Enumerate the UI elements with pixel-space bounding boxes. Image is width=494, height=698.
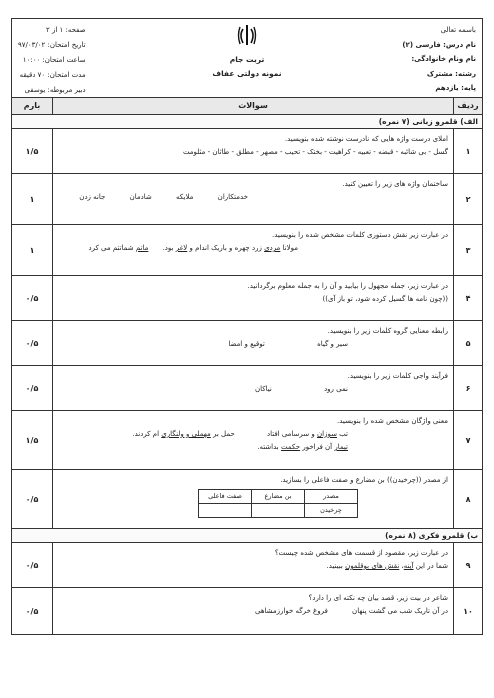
underlined-word: آینه (403, 562, 414, 570)
word-1: خدمتکاران (217, 193, 248, 201)
question-number: ۵ (453, 321, 482, 365)
student-name: نام ونام خانوادگی: (411, 55, 476, 63)
question-row (12, 225, 482, 276)
verb-table (198, 489, 358, 518)
question-row (12, 276, 482, 321)
example-sentence: مولانا مردی زرد چهره و باریک اندام و لاغر بود. ماتم شماتتم می کرد (88, 244, 298, 252)
question-score: ۰/۵ (12, 321, 53, 365)
col-questions: سوالات (238, 101, 268, 110)
question-text: در عبارت زیر، جمله مجهول را بیابید و آن را به جمله معلوم برگردانید. (247, 282, 448, 290)
question-text: در عبارت زیر، مقصود از قسمت های مشخص شده چیست؟ (274, 549, 448, 557)
exam-duration: مدت امتحان: ۷۰ دقیقه (19, 71, 86, 79)
word-3: شادمان (129, 193, 152, 201)
question-body (53, 543, 453, 587)
question-row (12, 543, 482, 588)
question-row (12, 470, 482, 529)
word-list: گسل - بی شائبه - قبضه - تعبیه - کراهیت - بختک - تحیب - مصهر - مطلق - طاثان - مثلومت (182, 148, 448, 156)
question-text: املای درست واژه هایی که نادرست نوشته شده بنویسید. (284, 135, 448, 143)
question-body (53, 321, 453, 365)
underlined-word: مردی (264, 244, 281, 252)
question-number: ۹ (453, 543, 482, 587)
underlined-word: ماتم (135, 244, 149, 252)
question-text: رابطه معنایی گروه کلمات زیر را بنویسید. (327, 327, 448, 335)
exam-sheet (11, 18, 483, 635)
section-b-title: ب) قلمرو فکری (۸ نمره) (12, 529, 482, 543)
underlined-word: مهملی و ولنگاری (161, 430, 211, 438)
school-name: نمونه دولتی عفاف (212, 69, 282, 78)
word-pair-2: توقیع و امضا (228, 340, 265, 348)
table-cell: چرخیدن (305, 504, 358, 518)
question-text: شاعر در بیت زیر، قصد بیان چه نکته ای را دارد؟ (308, 594, 448, 602)
column-header (12, 98, 482, 115)
question-score: ۱/۵ (12, 129, 53, 173)
question-number: ۳ (453, 225, 482, 275)
exam-header (12, 19, 482, 98)
table-header: صفت فاعلی (199, 490, 252, 504)
header-left (18, 23, 86, 98)
col-score: بارم (12, 98, 53, 114)
question-number: ۲ (453, 174, 482, 224)
question-score: ۱ (12, 174, 53, 224)
question-body (53, 588, 453, 634)
question-number: ۴ (453, 276, 482, 320)
word-2: ملایکه (175, 193, 194, 201)
word-1: نمی رود (324, 385, 348, 393)
bismillah: باسمه تعالی (440, 26, 476, 34)
underlined-word: نقش های بوقلمون (345, 562, 400, 570)
section-a-title: الف) قلمرو زبانی (۷ نمره) (12, 115, 482, 129)
example-sentence: شما در این آینه، نقش های بوقلمون ببینید. (326, 562, 448, 570)
question-row (12, 411, 482, 470)
question-body (53, 174, 453, 224)
question-row (12, 174, 482, 225)
question-row (12, 366, 482, 411)
iran-emblem-icon (236, 23, 258, 47)
field: رشته: مشترک (426, 69, 476, 78)
question-number: ۸ (453, 470, 482, 528)
question-number: ۶ (453, 366, 482, 410)
question-text: فرآیند واجی کلمات زیر را بنویسید. (347, 372, 448, 380)
header-right (402, 23, 476, 96)
col-row: ردیف (453, 98, 482, 114)
question-body: معنی واژگان مشخص شده را بنویسید. تب سوزان و سرسامی افتاد حمل بر مهملی و ولنگاری ام کردند. تیمار آن فراخور حکمت بداشته. (53, 411, 453, 469)
question-row (12, 588, 482, 634)
question-body (53, 129, 453, 173)
question-score: ۱ (12, 225, 53, 275)
teacher-name: دبیر مربوطه: یوسفی (24, 86, 86, 94)
page-number: صفحه: ۱ از ۲ (45, 26, 86, 34)
question-body (53, 276, 453, 320)
question-number: ۱ (453, 129, 482, 173)
header-center (202, 23, 292, 78)
exam-time: ساعت امتحان: ۱۰:۰۰ (22, 56, 86, 64)
question-body (53, 225, 453, 275)
underlined-word: تیمار (334, 443, 348, 451)
exam-date: تاریخ امتحان: ۹۷/۰۳/۰۲ (18, 41, 86, 49)
question-row (12, 321, 482, 366)
word-2: نیاکان (255, 385, 272, 393)
question-row (12, 129, 482, 174)
question-body (53, 470, 453, 528)
question-score: ۱/۵ (12, 411, 53, 469)
hemistich-1: در آن تاریک شب می گشت پنهان (352, 607, 448, 615)
word-pair-1: سیر و گیاه (317, 340, 348, 348)
question-text: ساختمان واژه های زیر را تعیین کنید. (342, 180, 448, 188)
table-header: مصدر (305, 490, 358, 504)
underlined-word: سوزان (316, 430, 337, 438)
word-4: جانه زدن (79, 193, 106, 201)
hemistich-2: فروغ خرگه خوارزمشاهی (255, 607, 328, 615)
question-score: ۰/۵ (12, 366, 53, 410)
course-name: نام درس: فارسی (۲) (402, 40, 476, 49)
table-cell-empty[interactable] (252, 504, 305, 518)
question-text: از مصدر ((چرخیدن)) بن مضارع و صفت فاعلی را بسازید. (280, 476, 448, 484)
question-text: معنی واژگان مشخص شده را بنویسید. (336, 417, 448, 425)
question-number: ۱۰ (453, 588, 482, 634)
question-score: ۰/۵ (12, 543, 53, 587)
underlined-word: حکمت (280, 443, 301, 451)
question-score: ۰/۵ (12, 276, 53, 320)
question-number: ۷ (453, 411, 482, 469)
underlined-word: لاغر (175, 244, 188, 252)
table-header: بن مضارع (252, 490, 305, 504)
question-score: ۰/۵ (12, 588, 53, 634)
province: تربت جام (229, 55, 265, 64)
table-cell-empty[interactable] (199, 504, 252, 518)
question-score: ۰/۵ (12, 470, 53, 528)
question-text: در عبارت زیر نقش دستوری کلمات مشخص شده را بنویسید. (271, 231, 448, 239)
grade: پایه: یازدهم (435, 84, 476, 92)
question-body (53, 366, 453, 410)
quoted-sentence: ((چون نامه ها گسیل کرده شود، تو باز آی)) (322, 295, 448, 303)
